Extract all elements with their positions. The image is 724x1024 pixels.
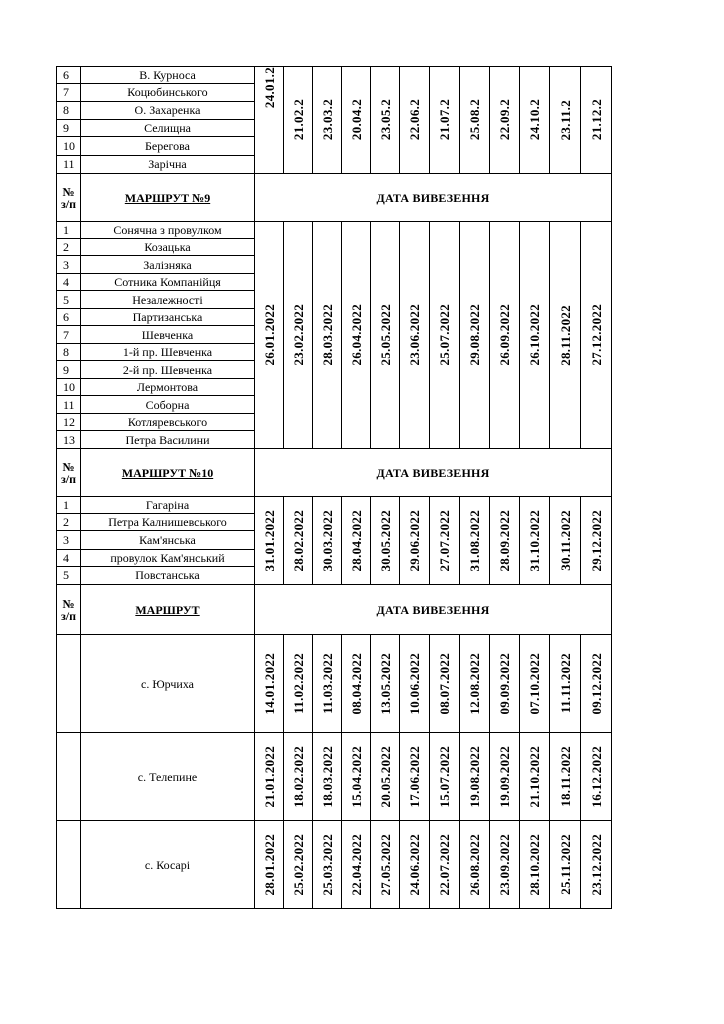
village-name: с. Косарі xyxy=(81,821,255,909)
date-cell: 11.11.2022 xyxy=(550,635,581,733)
date-cell: 25.05.2022 xyxy=(371,222,400,449)
date-cell: 25.07.2022 xyxy=(430,222,460,449)
date-cell: 23.02.2022 xyxy=(284,222,313,449)
date-cell: 23.06.2022 xyxy=(400,222,430,449)
date-cell: 31.10.2022 xyxy=(520,497,550,585)
date-cell: 21.01.2022 xyxy=(255,733,284,821)
date-cell: 26.08.2022 xyxy=(460,821,490,909)
date-cell: 08.07.2022 xyxy=(430,635,460,733)
date-cell: 23.12.2022 xyxy=(581,821,612,909)
row-num: 1 xyxy=(57,497,81,514)
villages-section xyxy=(57,585,612,909)
date-cell: 29.08.2022 xyxy=(460,222,490,449)
date-cell: 19.08.2022 xyxy=(460,733,490,821)
row-num: 7 xyxy=(57,326,81,344)
street-name: Коцюбинського xyxy=(81,84,255,101)
date-cell: 24.06.2022 xyxy=(400,821,430,909)
date-cell: 18.03.2022 xyxy=(313,733,342,821)
date-cell: 25.11.2022 xyxy=(550,821,581,909)
date-cell: 20.04.2 xyxy=(342,67,371,174)
date-cell: 15.07.2022 xyxy=(430,733,460,821)
date-cell: 24.10.2 xyxy=(520,67,550,174)
row-num: 9 xyxy=(57,361,81,379)
street-name: Залізняка xyxy=(81,256,255,274)
number-header: № з/п xyxy=(57,449,81,497)
date-cell: 09.09.2022 xyxy=(490,635,520,733)
date-cell: 30.11.2022 xyxy=(550,497,581,585)
village-name: с. Юрчиха xyxy=(81,635,255,733)
street-name: Кам'янська xyxy=(81,531,255,549)
route-top-section xyxy=(57,67,612,174)
date-cell: 24.01.2 xyxy=(255,67,284,174)
date-cell: 29.06.2022 xyxy=(400,497,430,585)
date-cell: 25.03.2022 xyxy=(313,821,342,909)
date-cell: 30.05.2022 xyxy=(371,497,400,585)
date-cell: 28.04.2022 xyxy=(342,497,371,585)
date-cell: 21.02.2 xyxy=(284,67,313,174)
street-name: Партизанська xyxy=(81,309,255,326)
street-name: провулок Кам'янський xyxy=(81,549,255,566)
route-title: МАРШРУТ №10 xyxy=(81,449,255,497)
date-cell: 16.12.2022 xyxy=(581,733,612,821)
number-header: № з/п xyxy=(57,174,81,222)
row-num: 5 xyxy=(57,291,81,309)
street-name: Берегова xyxy=(81,137,255,155)
row-num: 9 xyxy=(57,119,81,136)
date-cell: 08.04.2022 xyxy=(342,635,371,733)
route9-section xyxy=(57,174,612,449)
village-row xyxy=(57,733,612,821)
street-name: Гагаріна xyxy=(81,497,255,514)
row-num: 1 xyxy=(57,222,81,239)
row-num: 7 xyxy=(57,84,81,101)
street-name: Козацька xyxy=(81,239,255,256)
street-name: Петра Калнишевського xyxy=(81,514,255,531)
date-cell: 21.07.2 xyxy=(430,67,460,174)
date-cell: 22.07.2022 xyxy=(430,821,460,909)
date-cell: 25.02.2022 xyxy=(284,821,313,909)
street-name: 2-й пр. Шевченка xyxy=(81,361,255,379)
date-cell: 23.05.2 xyxy=(371,67,400,174)
date-cell: 26.09.2022 xyxy=(490,222,520,449)
date-header: ДАТА ВИВЕЗЕННЯ xyxy=(255,174,612,222)
row-num: 3 xyxy=(57,531,81,549)
date-cell: 28.03.2022 xyxy=(313,222,342,449)
date-cell: 25.08.2 xyxy=(460,67,490,174)
date-cell: 30.03.2022 xyxy=(313,497,342,585)
row-num: 5 xyxy=(57,566,81,584)
date-cell: 22.04.2022 xyxy=(342,821,371,909)
date-cell: 21.12.2 xyxy=(581,67,612,174)
date-cell: 20.05.2022 xyxy=(371,733,400,821)
row-num: 11 xyxy=(57,155,81,173)
date-cell: 31.01.2022 xyxy=(255,497,284,585)
street-name: Зарічна xyxy=(81,155,255,173)
date-cell: 22.06.2 xyxy=(400,67,430,174)
street-name: Петра Василини xyxy=(81,431,255,449)
route10-section xyxy=(57,449,612,585)
date-cell: 23.09.2022 xyxy=(490,821,520,909)
route-title: МАРШРУТ xyxy=(81,585,255,635)
street-name: Котляревського xyxy=(81,414,255,431)
street-name: Шевченка xyxy=(81,326,255,344)
street-name: Повстанська xyxy=(81,566,255,584)
row-num: 4 xyxy=(57,549,81,566)
street-name: В. Курноса xyxy=(81,67,255,84)
village-row xyxy=(57,821,612,909)
street-name: Селищна xyxy=(81,119,255,136)
village-name: с. Телепине xyxy=(81,733,255,821)
row-num: 8 xyxy=(57,101,81,119)
date-cell: 11.03.2022 xyxy=(313,635,342,733)
date-cell: 28.10.2022 xyxy=(520,821,550,909)
street-name: О. Захаренка xyxy=(81,101,255,119)
date-cell: 27.12.2022 xyxy=(581,222,612,449)
date-cell: 28.01.2022 xyxy=(255,821,284,909)
date-cell: 27.05.2022 xyxy=(371,821,400,909)
date-cell: 17.06.2022 xyxy=(400,733,430,821)
row-num: 4 xyxy=(57,274,81,291)
date-cell: 23.03.2 xyxy=(313,67,342,174)
date-cell: 09.12.2022 xyxy=(581,635,612,733)
date-header: ДАТА ВИВЕЗЕННЯ xyxy=(255,449,612,497)
row-num: 2 xyxy=(57,239,81,256)
date-cell: 18.11.2022 xyxy=(550,733,581,821)
schedule-table xyxy=(56,66,612,909)
row-num: 13 xyxy=(57,431,81,449)
date-cell: 28.09.2022 xyxy=(490,497,520,585)
street-name: Сотника Компанійця xyxy=(81,274,255,291)
row-num: 8 xyxy=(57,344,81,361)
row-num: 3 xyxy=(57,256,81,274)
date-cell: 26.10.2022 xyxy=(520,222,550,449)
date-cell: 26.01.2022 xyxy=(255,222,284,449)
date-cell: 28.11.2022 xyxy=(550,222,581,449)
row-num: 11 xyxy=(57,396,81,414)
row-num: 6 xyxy=(57,309,81,326)
date-cell: 15.04.2022 xyxy=(342,733,371,821)
street-name: 1-й пр. Шевченка xyxy=(81,344,255,361)
date-cell: 18.02.2022 xyxy=(284,733,313,821)
date-cell: 21.10.2022 xyxy=(520,733,550,821)
date-header: ДАТА ВИВЕЗЕННЯ xyxy=(255,585,612,635)
date-cell: 12.08.2022 xyxy=(460,635,490,733)
date-cell: 31.08.2022 xyxy=(460,497,490,585)
row-num: 12 xyxy=(57,414,81,431)
route-title: МАРШРУТ №9 xyxy=(81,174,255,222)
date-cell: 26.04.2022 xyxy=(342,222,371,449)
row-num: 6 xyxy=(57,67,81,84)
street-name: Соборна xyxy=(81,396,255,414)
date-cell: 28.02.2022 xyxy=(284,497,313,585)
street-name: Лермонтова xyxy=(81,379,255,396)
date-cell: 22.09.2 xyxy=(490,67,520,174)
village-row xyxy=(57,635,612,733)
row-num: 10 xyxy=(57,379,81,396)
row-num: 2 xyxy=(57,514,81,531)
date-cell: 10.06.2022 xyxy=(400,635,430,733)
date-cell: 29.12.2022 xyxy=(581,497,612,585)
date-cell: 07.10.2022 xyxy=(520,635,550,733)
date-cell: 14.01.2022 xyxy=(255,635,284,733)
row-num: 10 xyxy=(57,137,81,155)
date-cell: 11.02.2022 xyxy=(284,635,313,733)
date-cell: 13.05.2022 xyxy=(371,635,400,733)
street-name: Сонячна з провулком xyxy=(81,222,255,239)
number-header: № з/п xyxy=(57,585,81,635)
date-cell: 19.09.2022 xyxy=(490,733,520,821)
date-cell: 27.07.2022 xyxy=(430,497,460,585)
street-name: Незалежності xyxy=(81,291,255,309)
date-cell: 23.11.2 xyxy=(550,67,581,174)
